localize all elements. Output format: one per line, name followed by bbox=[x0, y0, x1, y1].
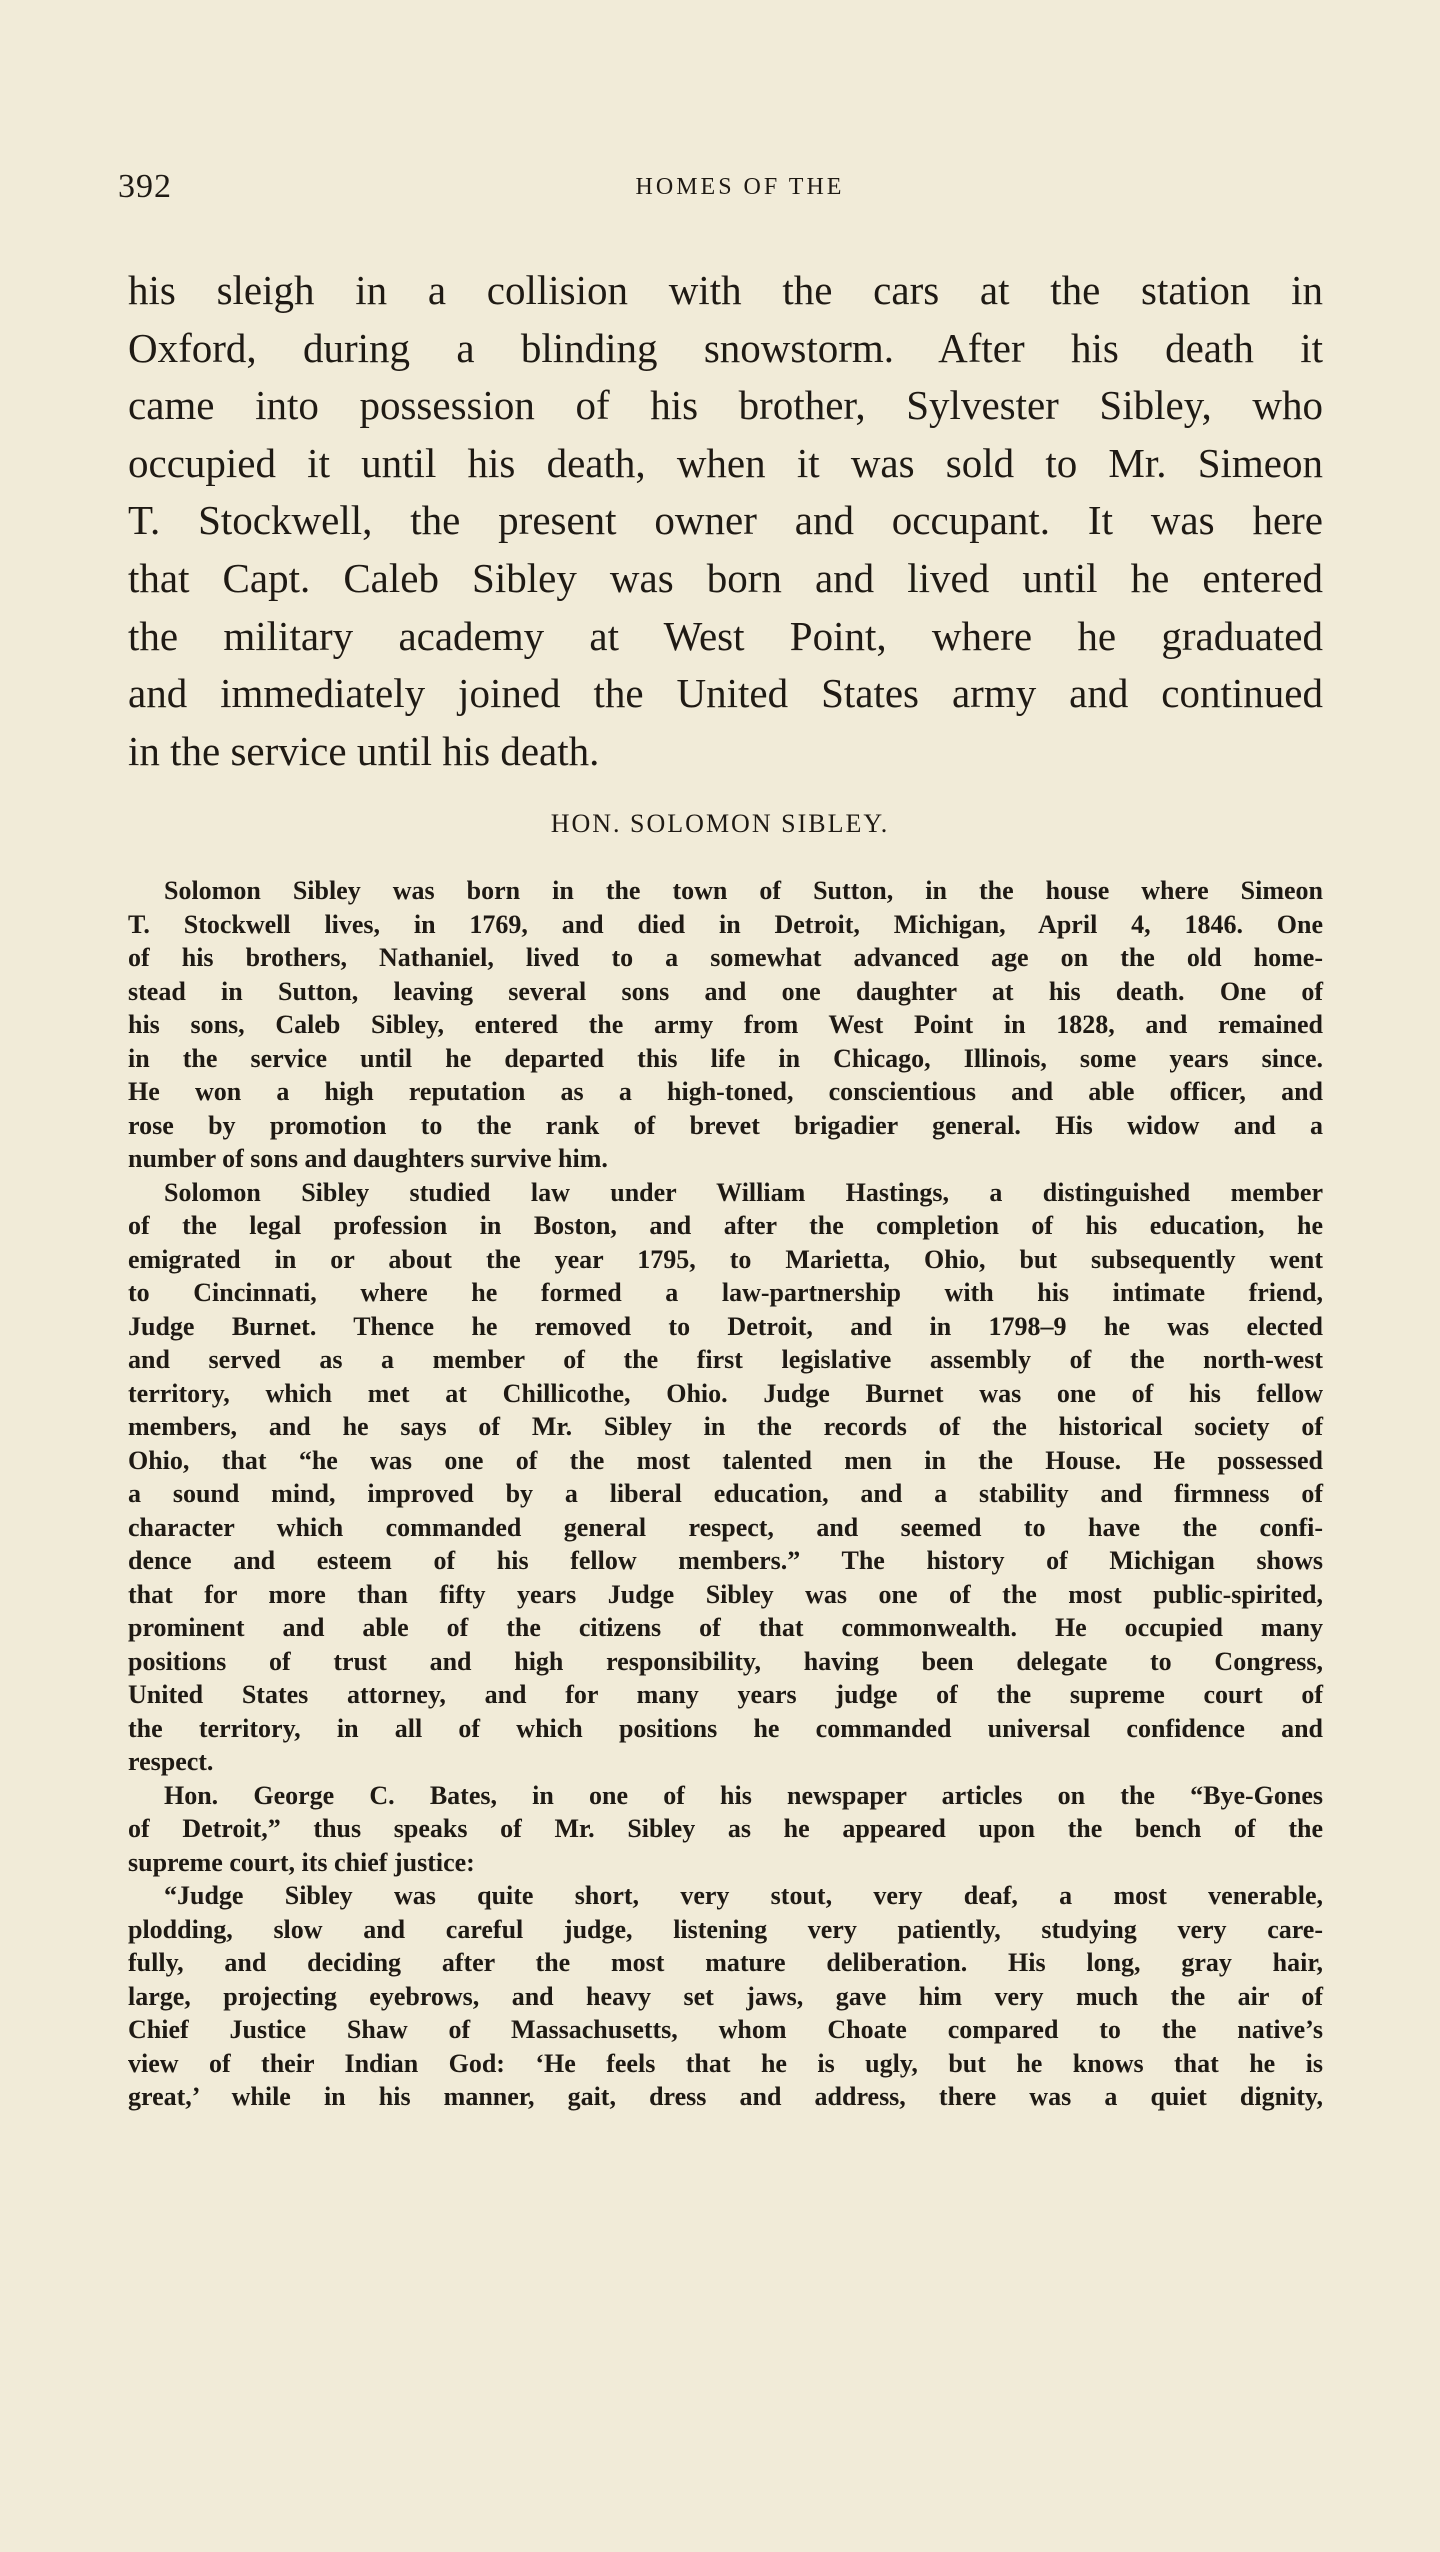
paragraph bbox=[128, 1879, 1323, 2114]
text-line: his sleigh in a collision with the cars at the station in bbox=[128, 267, 1323, 313]
text-line: that for more than fifty years Judge Sibley was one of the most public-spirited, bbox=[128, 1579, 1323, 1609]
text-line: in the service until he departed this life in Chicago, Illinois, some years since. bbox=[128, 1043, 1323, 1073]
paragraph bbox=[128, 1779, 1323, 1880]
text-line: his sons, Caleb Sibley, entered the army from West Point in 1828, and remained bbox=[128, 1010, 1323, 1039]
text-line: Chief Justice Shaw of Massachusetts, whom Choate compared to the native’s bbox=[128, 2015, 1323, 2044]
lead-paragraph bbox=[128, 262, 1323, 780]
text-line: plodding, slow and careful judge, listening very patiently, studying very care- bbox=[128, 1914, 1323, 1944]
text-line: stead in Sutton, leaving several sons and one daughter at his death. One of bbox=[128, 976, 1323, 1006]
text-line: Judge Burnet. Thence he removed to Detroit, and in 1798–9 he was elected bbox=[128, 1311, 1323, 1341]
text-line: positions of trust and high responsibility, having been delegate to Congress, bbox=[128, 1646, 1323, 1676]
section-heading: HON. SOLOMON SIBLEY. bbox=[550, 809, 890, 838]
paragraph bbox=[128, 874, 1323, 1176]
text-line: came into possession of his brother, Sylvester Sibley, who bbox=[128, 382, 1323, 429]
text-line: large, projecting eyebrows, and heavy set jaws, gave him very much the air of bbox=[128, 1981, 1323, 2011]
text-line: of his brothers, Nathaniel, lived to a somewhat advanced age on the old home- bbox=[128, 943, 1323, 972]
text-line: in the service until his death. bbox=[128, 727, 600, 774]
text-line: Oxford, during a blinding snowstorm. After his death it bbox=[128, 324, 1323, 371]
text-line: Ohio, that “he was one of the most talented men in the House. He possessed bbox=[128, 1445, 1323, 1475]
text-line: United States attorney, and for many years judge of the supreme court of bbox=[128, 1680, 1323, 1709]
text-line: view of their Indian God: ‘He feels that he is ugly, but he knows that he is bbox=[128, 2048, 1323, 2078]
text-line: dence and esteem of his fellow members.” The history of Michigan shows bbox=[128, 1546, 1323, 1575]
paragraph bbox=[128, 1176, 1323, 1779]
text-line: prominent and able of the citizens of that commonwealth. He occupied many bbox=[128, 1613, 1323, 1642]
page-number: 392 bbox=[118, 168, 172, 205]
text-line: Hon. George C. Bates, in one of his newspaper articles on the “Bye-Gones bbox=[164, 1780, 1323, 1810]
text-line: territory, which met at Chillicothe, Ohio. Judge Burnet was one of his fellow bbox=[128, 1378, 1323, 1408]
text-line: “Judge Sibley was quite short, very stout, very deaf, a most venerable, bbox=[164, 1881, 1323, 1910]
text-line: members, and he says of Mr. Sibley in the records of the historical society of bbox=[128, 1412, 1323, 1441]
text-line: rose by promotion to the rank of brevet brigadier general. His widow and a bbox=[128, 1110, 1323, 1140]
text-line: to Cincinnati, where he formed a law-partnership with his intimate friend, bbox=[128, 1278, 1323, 1307]
section-body bbox=[128, 874, 1323, 2114]
running-head bbox=[118, 168, 1322, 208]
text-line: Solomon Sibley studied law under William Hastings, a distinguished member bbox=[164, 1177, 1323, 1207]
text-line: of Detroit,” thus speaks of Mr. Sibley as he appeared upon the bench of the bbox=[128, 1814, 1323, 1843]
text-line: the territory, in all of which positions he commanded universal confidence and bbox=[128, 1713, 1323, 1743]
text-line: number of sons and daughters survive him. bbox=[128, 1144, 608, 1173]
text-line: T. Stockwell, the present owner and occupant. It was here bbox=[128, 497, 1323, 544]
text-line: Solomon Sibley was born in the town of Sutton, in the house where Simeon bbox=[164, 876, 1323, 905]
text-line: He won a high reputation as a high-toned, conscientious and able officer, and bbox=[128, 1077, 1323, 1106]
text-line: supreme court, its chief justice: bbox=[128, 1847, 475, 1877]
text-line: the military academy at West Point, where he graduated bbox=[128, 612, 1323, 659]
text-line: respect. bbox=[128, 1747, 214, 1776]
text-line: character which commanded general respect, and seemed to have the confi- bbox=[128, 1512, 1323, 1542]
text-line: that Capt. Caleb Sibley was born and lived until he entered bbox=[128, 554, 1323, 601]
running-title: HOMES OF THE bbox=[635, 174, 845, 200]
text-line: and served as a member of the first legislative assembly of the north-west bbox=[128, 1345, 1323, 1374]
text-line: and immediately joined the United States army and continued bbox=[128, 670, 1323, 717]
text-line: occupied it until his death, when it was sold to Mr. Simeon bbox=[128, 439, 1323, 486]
text-line: a sound mind, improved by a liberal education, and a stability and firmness of bbox=[128, 1479, 1323, 1508]
text-line: great,’ while in his manner, gait, dress and address, there was a quiet dignity, bbox=[128, 2082, 1323, 2111]
text-line: fully, and deciding after the most mature deliberation. His long, gray hair, bbox=[128, 1948, 1323, 1977]
text-line: T. Stockwell lives, in 1769, and died in Detroit, Michigan, April 4, 1846. One bbox=[128, 909, 1323, 939]
text-line: emigrated in or about the year 1795, to Marietta, Ohio, but subsequently went bbox=[128, 1244, 1323, 1274]
text-line: of the legal profession in Boston, and after the completion of his education, he bbox=[128, 1211, 1323, 1240]
